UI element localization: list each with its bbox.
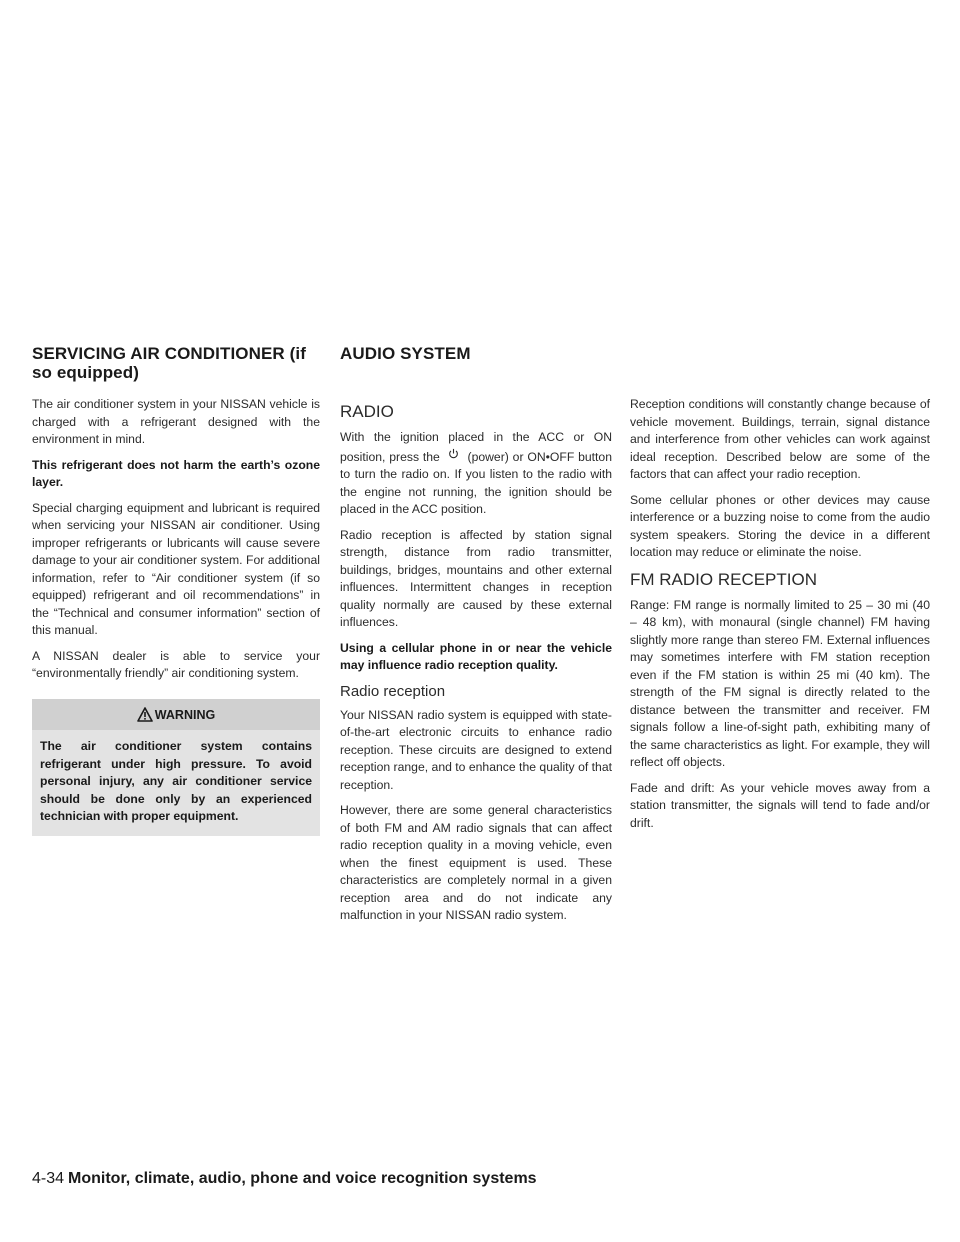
power-icon bbox=[444, 447, 464, 465]
heading-radio: RADIO bbox=[340, 402, 394, 421]
paragraph: The air conditioner system in your NISSAN vehicle is charged with a refrigerant designed with the environment in mind. bbox=[32, 397, 320, 446]
column-3 bbox=[630, 396, 930, 840]
paragraph: Your NISSAN radio system is equipped with state-of-the-art electronic circuits to enhance radio reception. These circuits are designed to extend reception range, and to enhance the quality of that reception. bbox=[340, 707, 612, 792]
paragraph-text: (power) or ON•OFF button to turn the radio on. If you listen to the radio with the engine not running, the ignition should be placed in the ACC position. bbox=[340, 449, 612, 516]
column-2 bbox=[340, 396, 612, 933]
paragraph: However, there are some general characteristics of both FM and AM radio signals that can affect radio reception quality in a moving vehicle, even when the finest equipment is used. These characteristics are completely normal in a given reception area and do not indicate any malfunction in your NISSAN radio system. bbox=[340, 803, 612, 922]
page-number: 4-34 bbox=[32, 1170, 65, 1187]
paragraph: Reception conditions will constantly change because of vehicle movement. Buildings, terrain, signal distance and interference from other vehicles can work against ideal reception. Described below are some of the factors that can affect your radio reception. bbox=[630, 397, 930, 481]
heading-servicing-air-conditioner: SERVICING AIR CONDITIONER (if so equipped) bbox=[32, 344, 306, 382]
heading-audio-system: AUDIO SYSTEM bbox=[340, 344, 471, 363]
paragraph-cellular: Using a cellular phone in or near the vehicle may influence radio reception quality. bbox=[340, 640, 612, 672]
warning-icon bbox=[137, 707, 153, 722]
paragraph: Range: FM range is normally limited to 25 – 30 mi (40 – 48 km), with monaural (single channel) FM having slightly more range than stereo FM. External influences may sometimes interfere with FM station reception even if the FM station is within 25 mi (40 km). The strength of the FM signal is directly related to the distance between the transmitter and receiver. FM signals follow a line-of-sight path, exhibiting many of the same characteristics as light. For example, they will reflect off objects. bbox=[630, 597, 930, 769]
heading-radio-reception: Radio reception bbox=[340, 682, 446, 700]
warning-label: WARNING bbox=[154, 707, 216, 722]
warning-text: The air conditioner system contains refrigerant under high pressure. To avoid personal injury, any air conditioner service should be done only by an experienced technician with proper equipment. bbox=[32, 730, 320, 836]
paragraph: A NISSAN dealer is able to service your “environmentally friendly” air conditioning system. bbox=[32, 648, 320, 680]
paragraph: Fade and drift: As your vehicle moves away from a station transmitter, the signals will tend to fade and/or drift. bbox=[630, 780, 930, 830]
paragraph-radio-power bbox=[340, 429, 612, 519]
paragraph: Special charging equipment and lubricant is required when servicing your NISSAN air conditioner. Using improper refrigerants or lubricants will cause severe damage to your air conditioner system. For additional information, refer to “Air conditioner system (if so equipped) refrigerant and oil recommendations” in the “Technical and consumer information” section of this manual. bbox=[32, 500, 320, 637]
paragraph: Radio reception is affected by station signal strength, distance from radio transmitter, buildings, bridges, mountains and other external influences. Intermittent changes in reception quality normally are caused by these external influences. bbox=[340, 527, 612, 629]
warning-title bbox=[32, 699, 320, 731]
heading-fm-radio-reception: FM RADIO RECEPTION bbox=[630, 569, 818, 589]
page-footer bbox=[32, 1170, 537, 1188]
warning-box bbox=[32, 699, 320, 836]
paragraph-ozone: This refrigerant does not harm the earth’s ozone layer. bbox=[32, 457, 320, 489]
column-1 bbox=[32, 396, 320, 836]
section-title: Monitor, climate, audio, phone and voice recognition systems bbox=[68, 1170, 537, 1187]
paragraph: Some cellular phones or other devices may cause interference or a buzzing noise to come from the audio system speakers. Storing the device in a different location may reduce or eliminate the noise. bbox=[630, 492, 930, 559]
paragraph-text: With the ignition placed in the ACC or ON position, press the bbox=[340, 430, 612, 464]
